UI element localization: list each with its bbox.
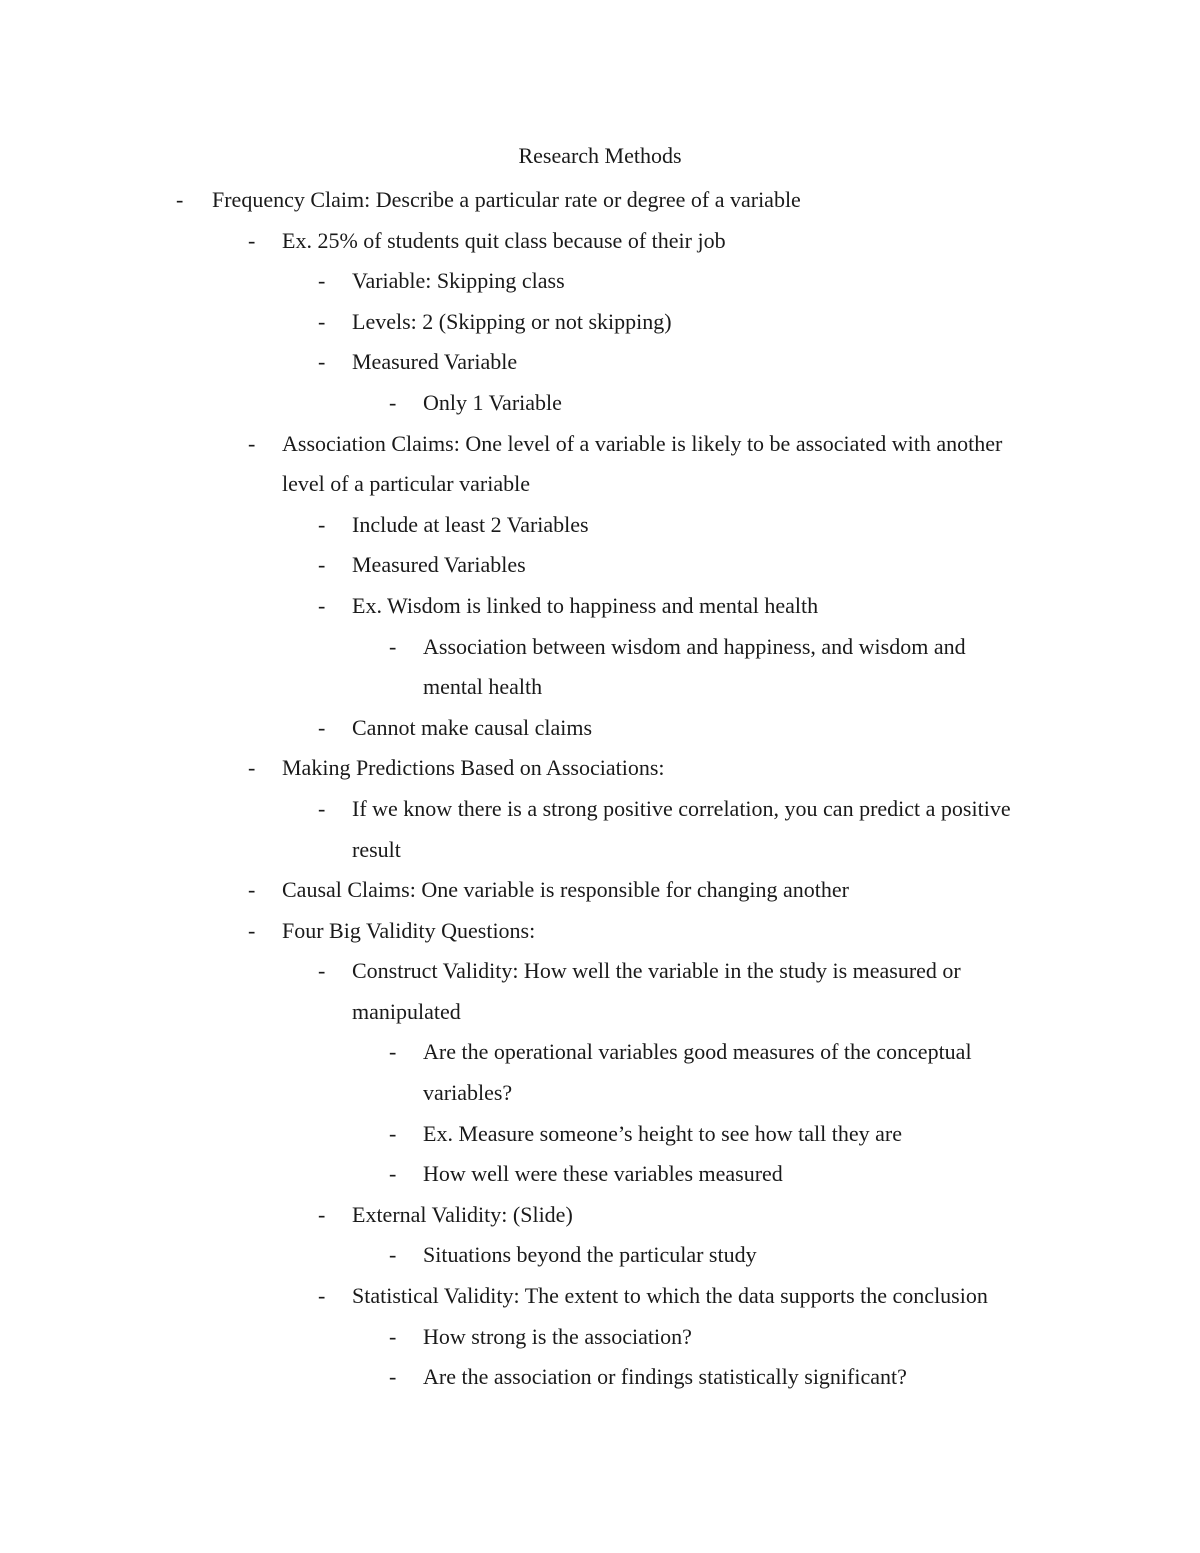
outline-item-level-3: [0, 1195, 1200, 1236]
outline-item-level-3: [0, 586, 1200, 627]
outline-item-level-4: [0, 627, 1200, 668]
outline-item-level-4: [0, 1235, 1200, 1276]
outline-line-continuation: [0, 1073, 1200, 1114]
outline-line-continuation: [0, 830, 1200, 871]
bullet-dash: -: [248, 227, 256, 253]
outline-item-text: Measured Variables: [352, 552, 526, 578]
outline-item-level-4: [0, 1154, 1200, 1195]
outline-line-continuation: [0, 667, 1200, 708]
outline-item-text: result: [352, 836, 401, 862]
outline-item-text: Ex. 25% of students quit class because of their job: [282, 227, 726, 253]
outline-item-text: Statistical Validity: The extent to which the data supports the conclusion: [352, 1283, 988, 1309]
outline-item-level-4: [0, 1032, 1200, 1073]
bullet-dash: -: [389, 1039, 397, 1065]
bullet-dash: -: [318, 511, 326, 537]
bullet-dash: -: [318, 795, 326, 821]
outline-item-text: Include at least 2 Variables: [352, 511, 589, 537]
bullet-dash: -: [318, 592, 326, 618]
bullet-dash: -: [389, 1242, 397, 1268]
outline-item-text: Association Claims: One level of a variable is likely to be associated with another: [282, 430, 1003, 456]
outline-item-text: If we know there is a strong positive correlation, you can predict a positive: [352, 795, 1011, 821]
bullet-dash: -: [248, 917, 256, 943]
bullet-dash: -: [318, 1283, 326, 1309]
outline-item-text: mental health: [423, 674, 543, 700]
outline-item-level-4: [0, 1317, 1200, 1358]
outline-item-level-2: [0, 221, 1200, 262]
outline-item-text: Ex. Measure someone’s height to see how tall they are: [423, 1120, 902, 1146]
outline-item-level-2: [0, 870, 1200, 911]
outline-item-level-3: [0, 789, 1200, 830]
outline-item-text: Levels: 2 (Skipping or not skipping): [352, 308, 672, 334]
bullet-dash: -: [389, 1161, 397, 1187]
outline-item-level-3: [0, 505, 1200, 546]
outline-item-text: Only 1 Variable: [423, 389, 562, 415]
outline-line-continuation: [0, 992, 1200, 1033]
bullet-dash: -: [248, 430, 256, 456]
outline-item-text: How strong is the association?: [423, 1323, 692, 1349]
bullet-dash: -: [176, 187, 184, 212]
bullet-dash: -: [389, 1364, 397, 1390]
outline-item-level-4: [0, 1357, 1200, 1398]
bullet-dash: -: [389, 1323, 397, 1349]
outline-item-text: Association between wisdom and happiness, and wisdom and: [423, 633, 966, 659]
outline-item-level-3: [0, 261, 1200, 302]
bullet-dash: -: [389, 389, 397, 415]
outline-item-level-2: [0, 911, 1200, 952]
bullet-dash: -: [318, 268, 326, 294]
outline-item-level-3: [0, 951, 1200, 992]
outline-item-level-3: [0, 302, 1200, 343]
document-title: Research Methods: [518, 143, 682, 168]
outline-item-level-2: [0, 424, 1200, 465]
bullet-dash: -: [318, 958, 326, 984]
outline-item-text: Variable: Skipping class: [352, 268, 565, 294]
bullet-dash: -: [248, 755, 256, 781]
outline-item-text: Situations beyond the particular study: [423, 1242, 757, 1268]
outline-item-level-3: [0, 1276, 1200, 1317]
outline-item-level-4: [0, 383, 1200, 424]
outline-item-text: Making Predictions Based on Associations:: [282, 755, 665, 781]
outline-item-text: manipulated: [352, 998, 461, 1024]
outline-line-continuation: [0, 464, 1200, 505]
outline-item-level-3: [0, 708, 1200, 749]
outline-item-text: Four Big Validity Questions:: [282, 917, 536, 943]
outline-item-text: Frequency Claim: Describe a particular rate or degree of a variable: [212, 187, 801, 212]
outline-item-text: level of a particular variable: [282, 471, 530, 497]
bullet-dash: -: [389, 633, 397, 659]
outline-item-text: Ex. Wisdom is linked to happiness and mental health: [352, 592, 819, 618]
notes-outline: [0, 180, 1200, 1398]
outline-item-text: External Validity: (Slide): [352, 1201, 573, 1227]
outline-item-level-3: [0, 545, 1200, 586]
bullet-dash: -: [318, 308, 326, 334]
outline-item-level-4: [0, 1114, 1200, 1155]
bullet-dash: -: [389, 1120, 397, 1146]
outline-item-level-2: [0, 748, 1200, 789]
bullet-dash: -: [318, 349, 326, 375]
outline-item-text: Construct Validity: How well the variable in the study is measured or: [352, 958, 961, 984]
outline-item-text: variables?: [423, 1080, 513, 1106]
outline-item-text: Measured Variable: [352, 349, 518, 375]
outline-item-text: Are the association or findings statistically significant?: [423, 1364, 907, 1390]
outline-item-level-1: [0, 180, 1200, 221]
bullet-dash: -: [318, 1201, 326, 1227]
outline-item-text: Cannot make causal claims: [352, 714, 593, 740]
outline-item-level-3: [0, 342, 1200, 383]
bullet-dash: -: [318, 552, 326, 578]
outline-item-text: How well were these variables measured: [423, 1161, 783, 1187]
outline-item-text: Are the operational variables good measures of the conceptual: [423, 1039, 972, 1065]
bullet-dash: -: [248, 877, 256, 903]
outline-item-text: Causal Claims: One variable is responsible for changing another: [282, 877, 849, 903]
bullet-dash: -: [318, 714, 326, 740]
